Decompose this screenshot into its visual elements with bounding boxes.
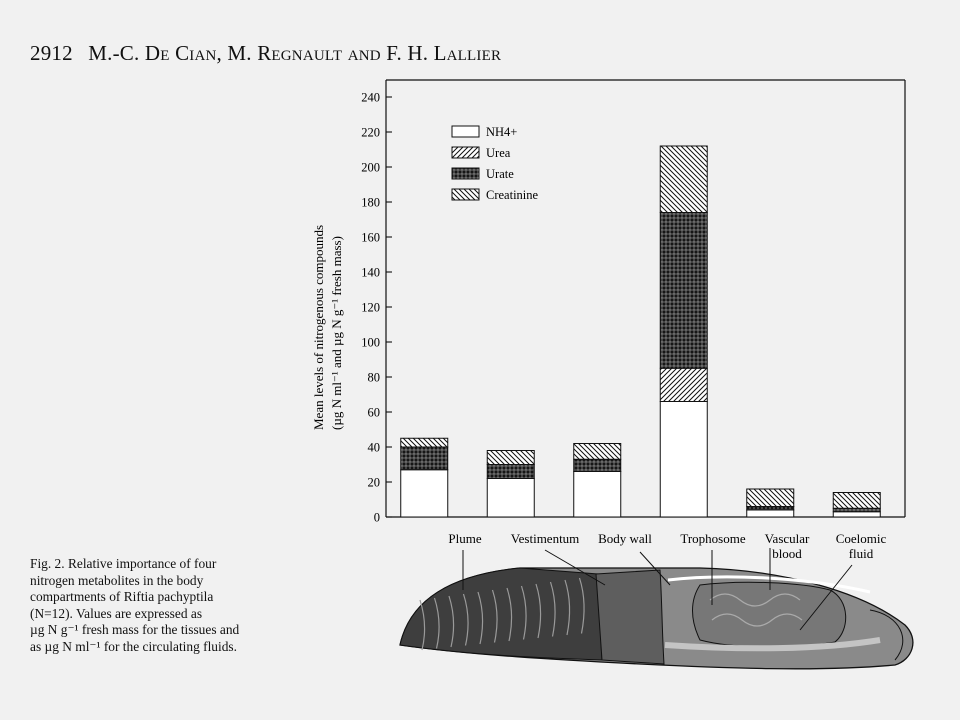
- legend-swatch: [452, 147, 479, 158]
- bar-segment: [747, 507, 794, 511]
- category-label: Body wall: [598, 531, 652, 546]
- bar-segment: [574, 472, 621, 518]
- category-label: Vestimentum: [510, 531, 580, 546]
- category-label: Vascular: [764, 531, 810, 546]
- bar-segment: [574, 459, 621, 471]
- author-line: M.-C. De Cian, M. Regnault and F. H. Lallier: [88, 41, 502, 65]
- bar-segment: [487, 451, 534, 465]
- bar-segment: [574, 444, 621, 460]
- y-tick-label: 120: [361, 300, 380, 315]
- riftia-worm-illustration: [400, 548, 913, 669]
- bar-segment: [747, 489, 794, 507]
- y-tick-label: 0: [373, 510, 380, 525]
- plume-region: [400, 568, 602, 660]
- caption-line-2: nitrogen metabolites in the body: [30, 572, 204, 588]
- y-tick-label: 80: [367, 370, 380, 385]
- legend: [452, 125, 539, 202]
- bar-segment: [660, 213, 707, 369]
- legend-label: NH4+: [486, 125, 518, 139]
- page-number: 2912: [30, 41, 73, 65]
- bar-segment: [401, 470, 448, 517]
- category-label: Coelomic: [835, 531, 887, 546]
- bar-segment: [401, 447, 448, 470]
- y-tick-label: 160: [361, 230, 380, 245]
- bar-segment: [833, 508, 880, 512]
- trophosome-region: [693, 582, 846, 647]
- bar-segment: [833, 493, 880, 509]
- legend-swatch: [452, 126, 479, 137]
- y-tick-label: 140: [361, 265, 380, 280]
- caption-line-1: Fig. 2. Relative importance of four: [30, 556, 217, 571]
- y-tick-label: 180: [361, 195, 380, 210]
- y-axis-label-line-2: (µg N ml⁻¹ and µg N g⁻¹ fresh mass): [329, 236, 344, 430]
- bar-segment: [747, 510, 794, 517]
- bar-segment: [660, 146, 707, 213]
- legend-swatch: [452, 189, 479, 200]
- y-tick-label: 100: [361, 335, 380, 350]
- y-tick-group: [361, 91, 392, 525]
- y-tick-label: 200: [361, 160, 380, 175]
- category-label: Plume: [448, 531, 482, 546]
- caption-line-4: (N=12). Values are expressed as: [30, 605, 203, 621]
- y-tick-label: 40: [367, 440, 380, 455]
- legend-label: Creatinine: [486, 188, 539, 202]
- bar-segment: [833, 512, 880, 517]
- bar-group: [401, 146, 881, 517]
- y-tick-label: 220: [361, 125, 380, 140]
- caption-line-3: compartments of Riftia pachyptila: [30, 589, 214, 605]
- bar-segment: [660, 402, 707, 518]
- caption-line-5: µg N g⁻¹ fresh mass for the tissues and: [30, 622, 240, 638]
- y-tick-label: 240: [361, 90, 380, 105]
- bar-segment: [401, 438, 448, 447]
- bar-segment: [487, 465, 534, 479]
- y-tick-label: 60: [367, 405, 380, 420]
- legend-label: Urate: [486, 167, 514, 181]
- bar-segment: [487, 479, 534, 518]
- vestimentum-region: [596, 570, 664, 664]
- caption-line-6: as µg N ml⁻¹ for the circulating fluids.: [30, 638, 237, 654]
- y-axis-label-line-1: Mean levels of nitrogenous compounds: [311, 224, 326, 430]
- legend-label: Urea: [486, 146, 511, 160]
- category-label: Trophosome: [680, 531, 746, 546]
- category-label: blood: [772, 546, 802, 561]
- legend-swatch: [452, 168, 479, 179]
- category-label-group: [448, 531, 886, 561]
- bar-segment: [660, 368, 707, 401]
- y-tick-label: 20: [367, 475, 380, 490]
- category-label: fluid: [848, 546, 874, 561]
